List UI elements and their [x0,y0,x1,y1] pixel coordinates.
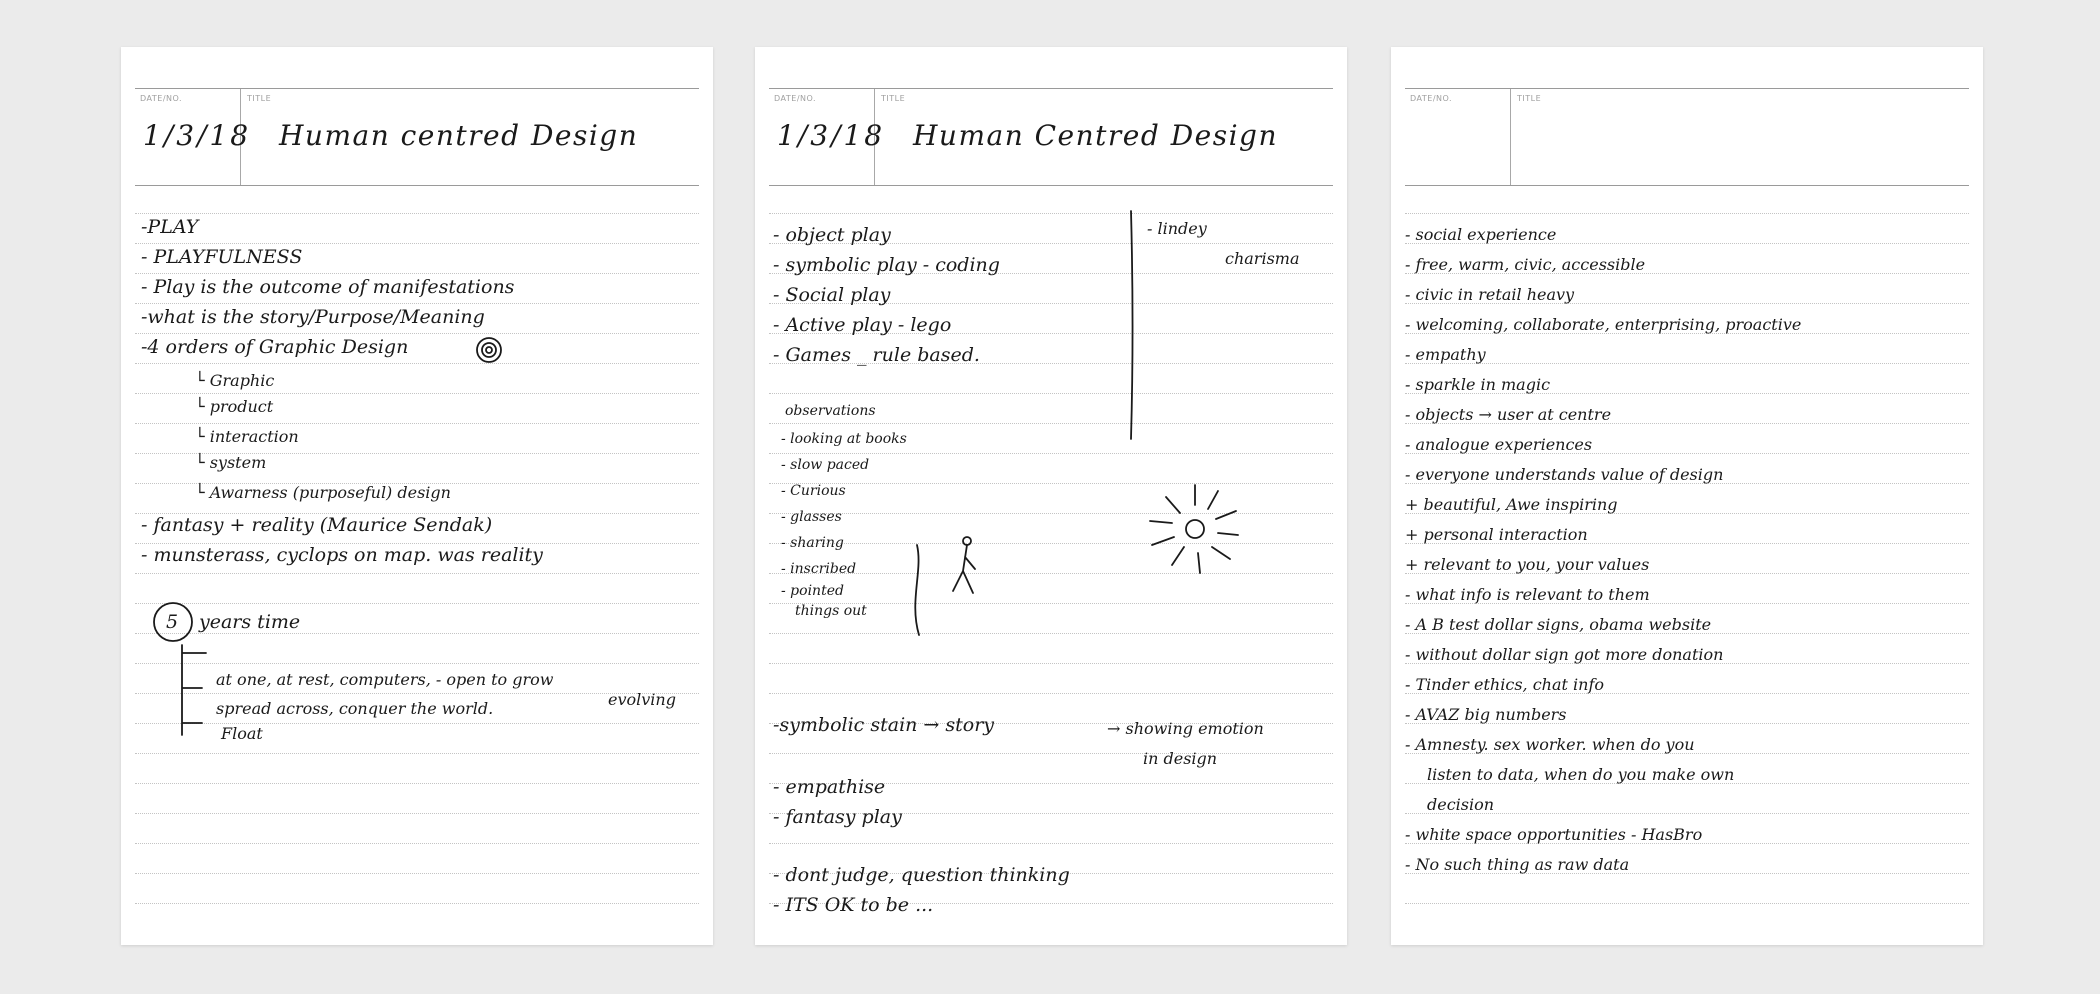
stick-figure-icon [905,531,995,641]
ruled-line [135,423,699,424]
note-line: - No such thing as raw data [1405,855,1630,874]
ruled-line [769,633,1333,634]
spiral-doodle-icon [474,335,504,365]
ruled-line [1405,363,1969,364]
note-line: -PLAY [141,216,199,238]
ruled-line [135,363,699,364]
ruled-line [135,813,699,814]
ruled-line [135,393,699,394]
ruled-line [135,333,699,334]
note-line: years time [199,611,301,633]
note-line: - social experience [1405,225,1557,244]
ruled-line [769,213,1333,214]
notebook-page-2 [755,47,1347,945]
play-type-item: - symbolic play - coding [773,254,1000,276]
page-header [769,88,1333,186]
ruled-line [1405,213,1969,214]
ruled-line [135,603,699,604]
observation-item: - pointed [781,583,844,599]
note-line: -symbolic stain → story [773,714,995,736]
ruled-line [135,783,699,784]
ruled-line [135,573,699,574]
observation-item: - Curious [781,483,846,499]
ruled-line [135,213,699,214]
note-line: listen to data, when do you make own [1427,765,1735,784]
sun-doodle-icon [1140,477,1250,577]
page-header [135,88,699,186]
title-label: TITLE [1517,94,1542,103]
note-line: -what is the story/Purpose/Meaning [141,306,485,328]
vertical-divider-line [1123,207,1143,447]
side-note: - lindey [1147,219,1207,238]
date-label: DATE/NO. [1410,94,1453,103]
note-line: - Tinder ethics, chat info [1405,675,1604,694]
date-label: DATE/NO. [774,94,817,103]
note-line: - AVAZ big numbers [1405,705,1567,724]
play-type-item: - object play [773,224,891,246]
note-line: - sparkle in magic [1405,375,1551,394]
note-line: → showing emotion [1107,719,1264,738]
page-date: 1/3/18 [777,119,886,152]
note-line: - everyone understands value of design [1405,465,1724,484]
observations-heading: observations [785,403,876,419]
note-line: - analogue experiences [1405,435,1593,454]
note-line: - fantasy play [773,806,902,828]
ruled-line [135,303,699,304]
observation-item: - inscribed [781,561,857,577]
ruled-line [769,753,1333,754]
observation-item: - looking at books [781,431,907,447]
ruled-line [135,273,699,274]
title-label: TITLE [881,94,906,103]
circled-number: 5 [166,611,179,633]
page-date: 1/3/18 [143,119,252,152]
ruled-line [769,843,1333,844]
note-line: - A B test dollar signs, obama website [1405,615,1712,634]
page-title: Human centred Design [279,119,639,152]
note-line: - fantasy + reality (Maurice Sendak) [141,514,493,536]
ruled-line [1405,903,1969,904]
note-line: in design [1143,749,1218,768]
note-line: -4 orders of Graphic Design [141,336,409,358]
header-divider [1510,89,1511,185]
note-subitem: └ system [195,453,267,472]
note-subitem: └ interaction [195,427,299,446]
note-line: - objects → user at centre [1405,405,1612,424]
note-subitem: └ product [195,397,274,416]
ruled-line [135,663,699,664]
note-line: - white space opportunities - HasBro [1405,825,1703,844]
note-line: - Play is the outcome of manifestations [141,276,515,298]
note-line: decision [1427,795,1495,814]
ruled-line [135,903,699,904]
note-line: - PLAYFULNESS [141,246,303,268]
ruled-line [135,873,699,874]
bracket-line: Float [221,724,263,743]
note-line: - welcoming, collaborate, enterprising, proactive [1405,315,1802,334]
bracket-mark [176,643,216,743]
title-label: TITLE [247,94,272,103]
notebook-page-1 [121,47,713,945]
note-line: + relevant to you, your values [1405,555,1650,574]
notebook-page-3 [1391,47,1983,945]
note-line: - civic in retail heavy [1405,285,1575,304]
note-subitem: └ Graphic [195,371,275,390]
ruled-line [135,243,699,244]
note-line: - ITS OK to be ... [773,894,934,916]
play-type-item: - Social play [773,284,891,306]
ruled-line [135,753,699,754]
note-line: + beautiful, Awe inspiring [1405,495,1618,514]
note-line: - without dollar sign got more donation [1405,645,1724,664]
page-header [1405,88,1969,186]
note-line: - dont judge, question thinking [773,864,1070,886]
observation-item: - glasses [781,509,842,525]
note-line: + personal interaction [1405,525,1588,544]
play-type-item: - Active play - lego [773,314,952,336]
observation-item: things out [795,603,867,619]
page-title: Human Centred Design [913,119,1278,152]
note-line: - Amnesty. sex worker. when do you [1405,735,1695,754]
ruled-line [769,663,1333,664]
date-label: DATE/NO. [140,94,183,103]
margin-note: evolving [608,690,676,709]
bracket-line: spread across, conquer the world. [216,699,494,718]
ruled-line [769,423,1333,424]
note-line: - munsterass, cyclops on map. was reality [141,544,543,566]
ruled-line [769,693,1333,694]
play-type-item: - Games _ rule based. [773,344,980,366]
note-subitem: └ Awarness (purposeful) design [195,483,451,502]
ruled-line [135,723,699,724]
bracket-line: at one, at rest, computers, - open to grow [216,670,554,689]
observation-item: - sharing [781,535,844,551]
side-note: charisma [1225,249,1300,268]
observation-item: - slow paced [781,457,870,473]
note-line: - empathy [1405,345,1486,364]
note-line: - what info is relevant to them [1405,585,1650,604]
ruled-line [769,393,1333,394]
note-line: - free, warm, civic, accessible [1405,255,1646,274]
ruled-line [135,843,699,844]
note-line: - empathise [773,776,886,798]
